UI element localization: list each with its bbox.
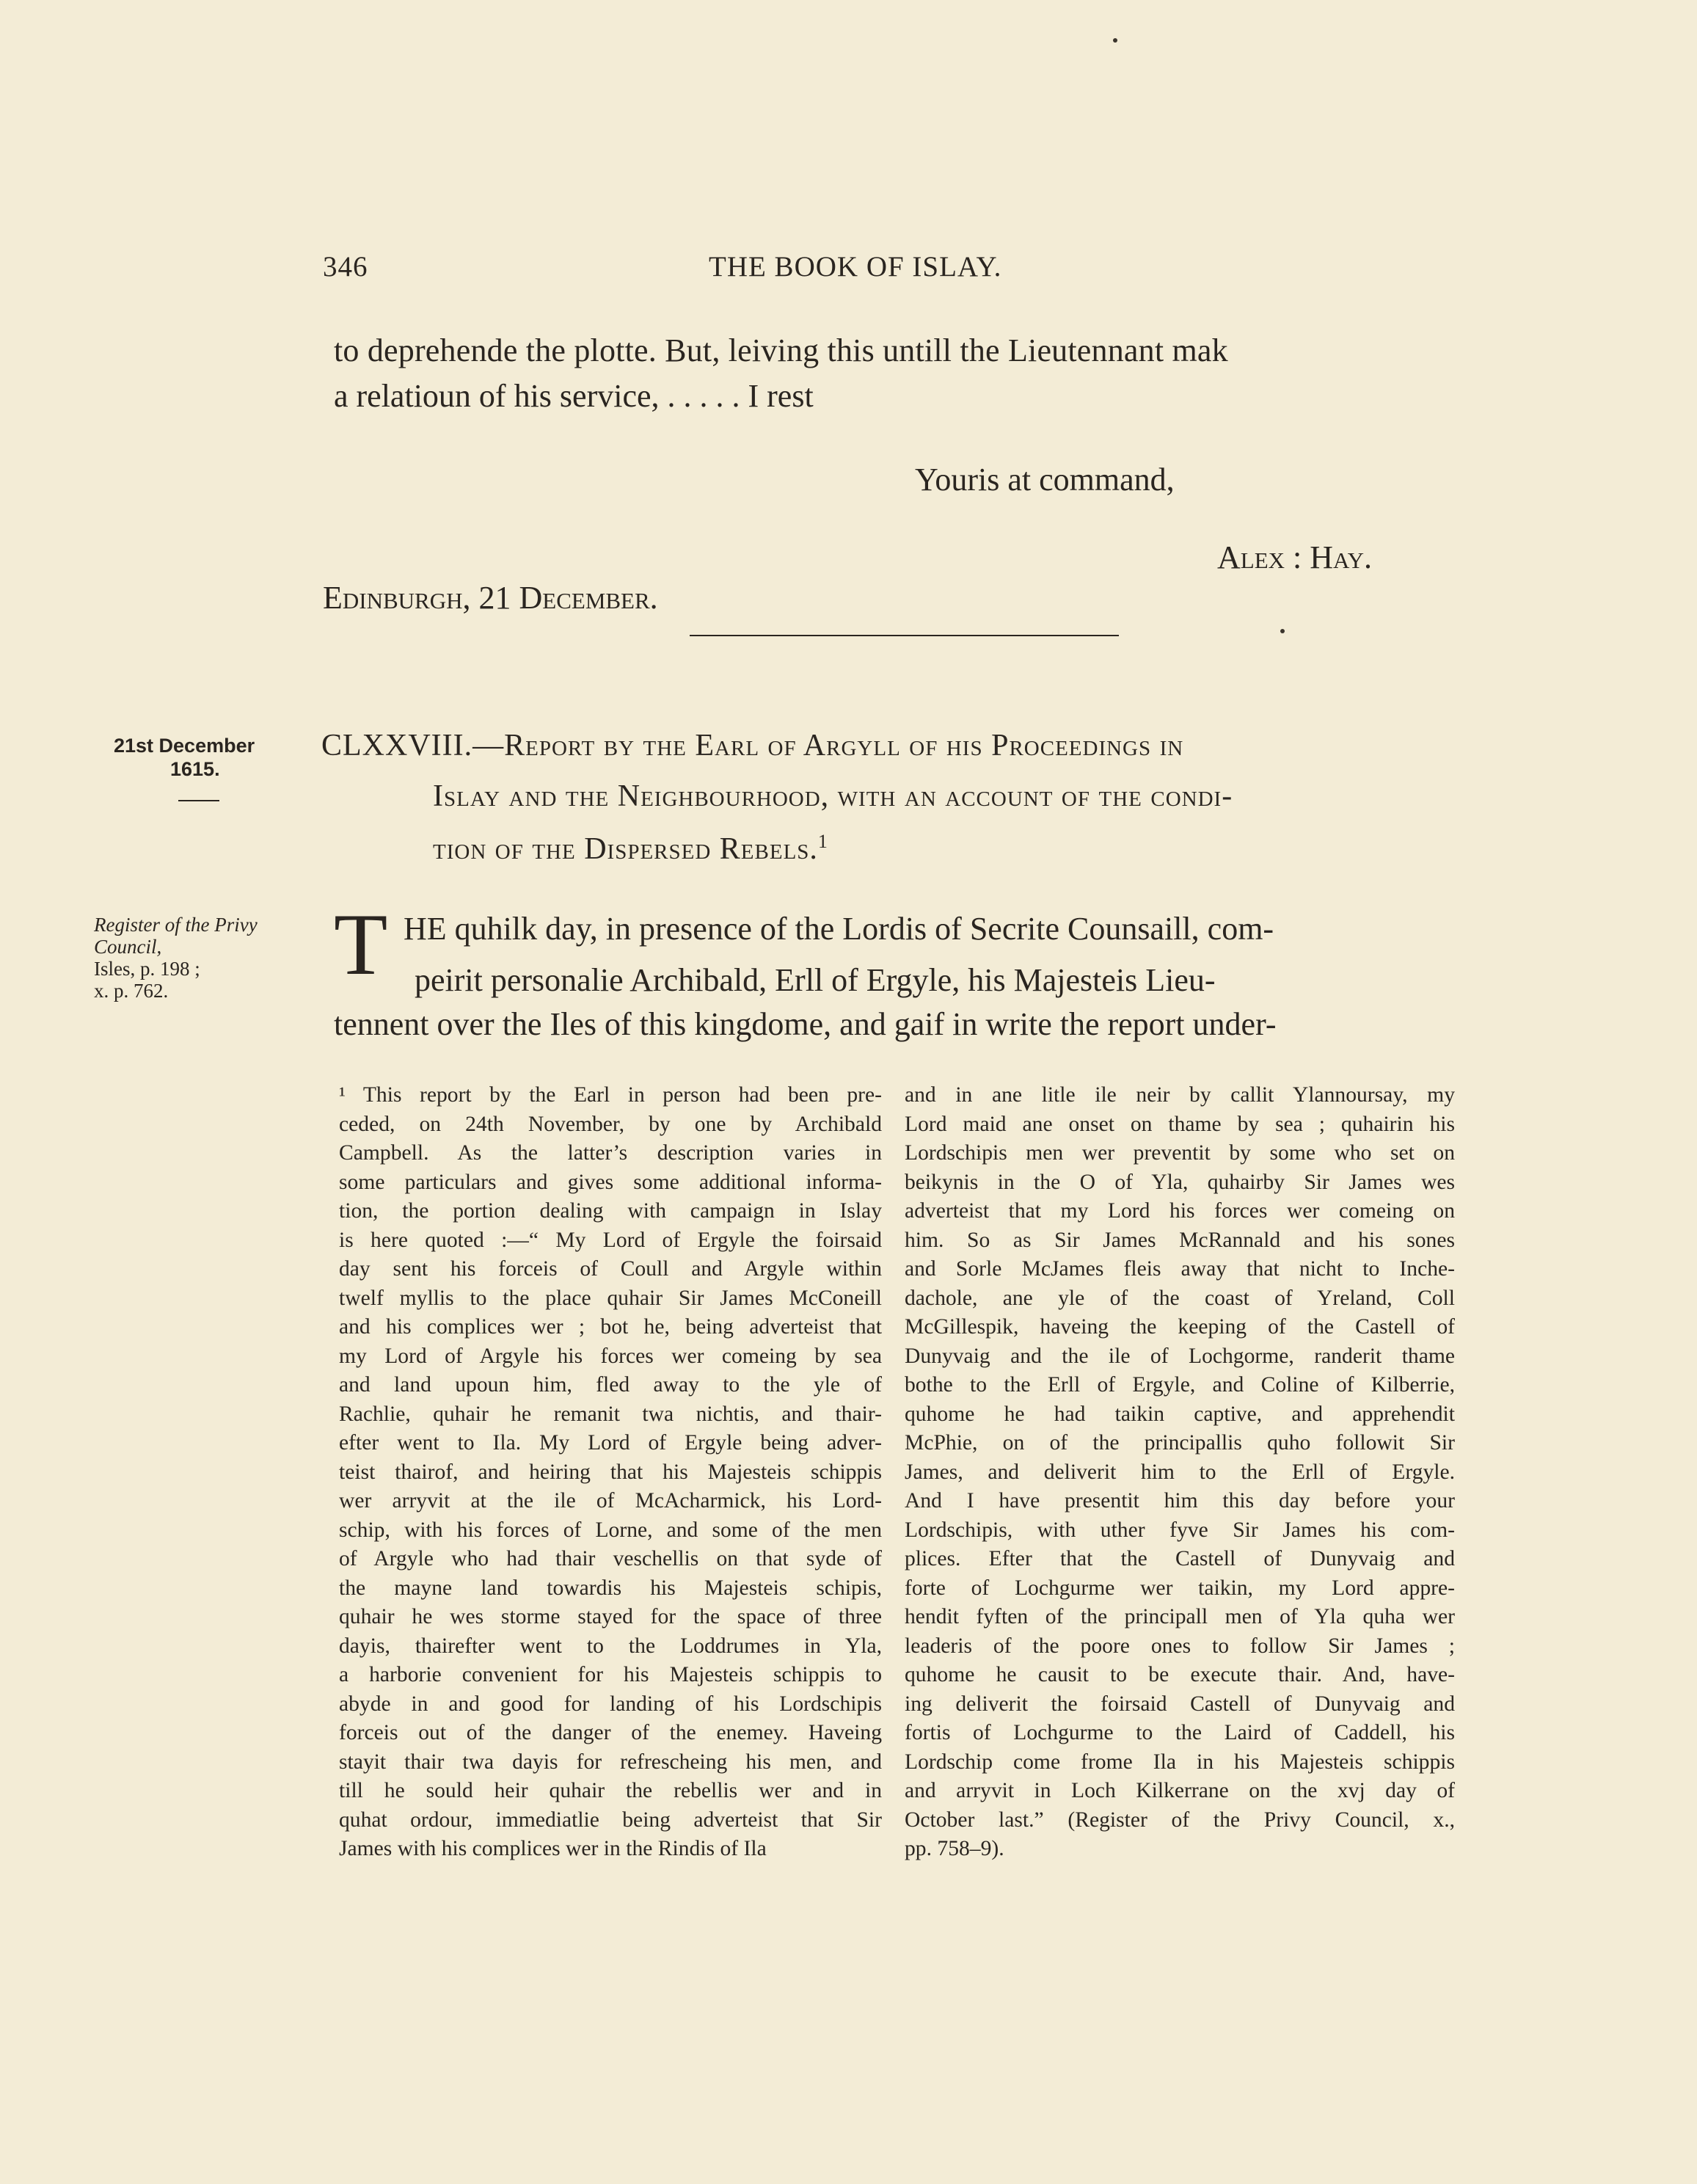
footnote-line: adverteist that my Lord his forces wer comeing on [905, 1199, 1455, 1223]
footnote-line: dachole, ane yle of the coast of Yreland, Coll [905, 1286, 1455, 1310]
footnote-line: quhair he wes storme stayed for the space of three [339, 1605, 882, 1628]
footnote-line: ing deliverit the foirsaid Castell of Dunyvaig and [905, 1692, 1455, 1716]
page-number: 346 [323, 251, 368, 283]
footnote-line: and arryvit in Loch Kilkerrane on the xvj day of [905, 1779, 1455, 1802]
letter-closing: Youris at command, [915, 462, 1175, 498]
footnote-line: forceis out of the danger of the enemey. Haveing [339, 1721, 882, 1744]
footnote-line: Lord maid ane onset on thame by sea ; quhairin his [905, 1112, 1455, 1136]
margin-ref-line3: x. p. 762. [94, 980, 169, 1002]
footnote-line: twelf myllis to the place quhair Sir James McConeill [339, 1286, 882, 1310]
footnote-line: ceded, on 24th November, by one by Archibald [339, 1112, 882, 1136]
footnote-line: McPhie, on of the principallis quho followit Sir [905, 1431, 1455, 1455]
footnote-line: Lordschipis, with uther fyve Sir James his com- [905, 1518, 1455, 1542]
margin-year: 1615. [170, 758, 220, 780]
footnote-line: stayit thair twa dayis for refrescheing his men, and [339, 1750, 882, 1774]
letter-line-1: to deprehende the plotte. But, leiving this untill the Lieutennant mak [334, 332, 1228, 368]
footnote-line: teist thairof, and heiring that his Majesteis schippis [339, 1460, 882, 1484]
footnote-line: till he sould heir quhair the rebellis wer and in [339, 1779, 882, 1802]
footnote-line: Campbell. As the latter’s description varies in [339, 1141, 882, 1165]
margin-ref-rest: Isles, p. 198 ; [94, 958, 200, 980]
footnote-line: McGillespik, haveing the keeping of the Castell of [905, 1315, 1455, 1339]
footnote-line: hendit fyften of the principall men of Yla quha wer [905, 1605, 1455, 1628]
footnote-line: and land upoun him, fled away to the yle of [339, 1373, 882, 1397]
footnote-line: bothe to the Erll of Ergyle, and Coline of Kilberrie, [905, 1373, 1455, 1397]
body-line-3: tennent over the Iles of this kingdome, and gaif in write the report under- [334, 1006, 1277, 1042]
footnote-line: my Lord of Argyle his forces wer comeing by sea [339, 1344, 882, 1368]
footnote-line: Lordschipis men wer preventit by some who set on [905, 1141, 1455, 1165]
footnote-line: pp. 758–9). [905, 1837, 1004, 1860]
footnote-line: ¹ This report by the Earl in person had been pre- [339, 1083, 882, 1107]
footnote-line: tion, the portion dealing with campaign in Islay [339, 1199, 882, 1223]
margin-rule [178, 800, 219, 801]
footnote-line: a harborie convenient for his Majesteis schippis to [339, 1663, 882, 1686]
footnote-left-column [339, 1081, 882, 1864]
footnote-line: quhome he had taikin captive, and apprehendit [905, 1402, 1455, 1426]
document-heading-line-3 [433, 820, 828, 870]
footnote-mark: 1 [817, 831, 828, 852]
footnote-line: some particulars and gives some additional informa- [339, 1170, 882, 1194]
footnote-line: and Sorle McJames fleis away that nicht to Inche- [905, 1257, 1455, 1281]
footnote-line: abyde in and good for landing of his Lordschipis [339, 1692, 882, 1716]
footnote-line: October last.” (Register of the Privy Council, x., [905, 1808, 1455, 1832]
footnote-line: Dunyvaig and the ile of Lochgorme, randerit thame [905, 1344, 1455, 1368]
running-title: THE BOOK OF ISLAY. [709, 251, 1002, 283]
footnote-line: Rachlie, quhair he remanit twa nichtis, and thair- [339, 1402, 882, 1426]
letter-line-2: a relatioun of his service, . . . . . I rest [334, 378, 814, 414]
paper-speck [1113, 38, 1117, 43]
body-line-1: HE quhilk day, in presence of the Lordis of Secrite Counsaill, com- [404, 911, 1274, 947]
document-heading-line-1: CLXXVIII.—Report by the Earl of Argyll of his Proceedings in [321, 729, 1184, 762]
footnote-line: leaderis of the poore ones to follow Sir James ; [905, 1634, 1455, 1658]
footnote-line: forte of Lochgurme wer taikin, my Lord appre- [905, 1576, 1455, 1600]
footnote-line: James, and deliverit him to the Erll of Ergyle. [905, 1460, 1455, 1484]
footnote-line: And I have presentit him this day before your [905, 1489, 1455, 1513]
drop-cap: T [334, 895, 388, 993]
letter-place-date: Edinburgh, 21 December. [323, 580, 658, 616]
paper-speck [1280, 629, 1285, 633]
footnote-line: and his complices wer ; bot he, being adverteist that [339, 1315, 882, 1339]
margin-ref-italic: Register of the Privy Council, [94, 914, 258, 958]
margin-reference [94, 914, 329, 1002]
footnote-line: quhome he causit to be execute thair. And, have- [905, 1663, 1455, 1686]
footnote-right-column [905, 1081, 1455, 1864]
footnote-line: him. So as Sir James McRannald and his sones [905, 1228, 1455, 1252]
document-heading-line-3-text: tion of the Dispersed Rebels. [433, 832, 818, 866]
letter-signature: Alex : Hay. [1217, 539, 1372, 575]
body-line-2: peirit personalie Archibald, Erll of Ergyle, his Majesteis Lieu- [415, 962, 1216, 998]
footnote-line: is here quoted :—“ My Lord of Ergyle the foirsaid [339, 1228, 882, 1252]
footnote-line: dayis, thairefter went to the Loddrumes in Yla, [339, 1634, 882, 1658]
footnote-line: plices. Efter that the Castell of Dunyvaig and [905, 1547, 1455, 1570]
footnote-line: quhat ordour, immediatlie being adverteist that Sir [339, 1808, 882, 1832]
footnote-line: schip, with his forces of Lorne, and some of the men [339, 1518, 882, 1542]
footnote-line: beikynis in the O of Yla, quhairby Sir James wes [905, 1170, 1455, 1194]
footnote-line: the mayne land towardis his Majesteis schipis, [339, 1576, 882, 1600]
section-rule [690, 635, 1119, 636]
footnote-line: day sent his forceis of Coull and Argyle within [339, 1257, 882, 1281]
footnote-line: Lordschip come frome Ila in his Majesteis schippis [905, 1750, 1455, 1774]
footnote-line: efter went to Ila. My Lord of Ergyle being adver- [339, 1431, 882, 1455]
footnote-line: of Argyle who had thair veschellis on that syde of [339, 1547, 882, 1570]
footnote-line: and in ane litle ile neir by callit Ylannoursay, my [905, 1083, 1455, 1107]
margin-date: 21st December [114, 735, 255, 757]
footnote-line: wer arryvit at the ile of McAcharmick, his Lord- [339, 1489, 882, 1513]
footnote-line: James with his complices wer in the Rindis of Ila [339, 1837, 767, 1860]
document-heading-line-2: Islay and the Neighbourhood, with an account of the condi- [433, 779, 1233, 813]
footnote-line: fortis of Lochgurme to the Laird of Caddell, his [905, 1721, 1455, 1744]
